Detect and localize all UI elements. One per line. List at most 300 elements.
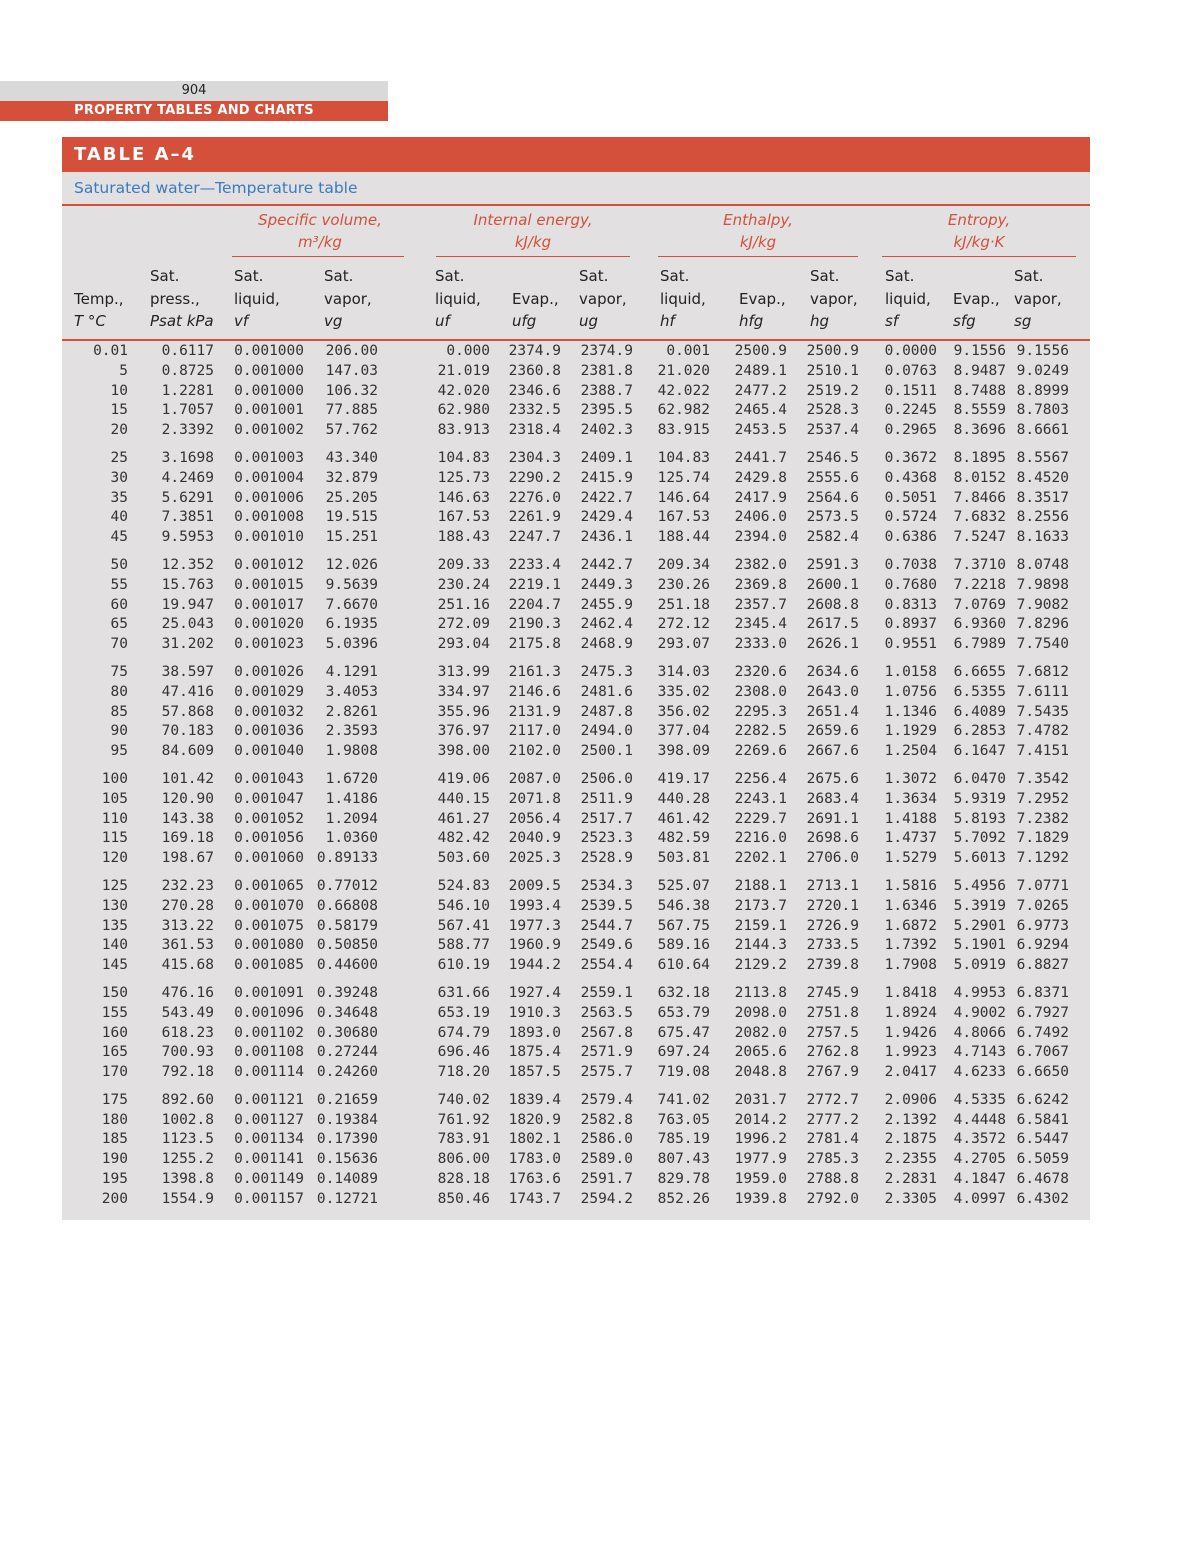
table-body [62, 342, 1090, 1210]
table-cell: 2394.0 [734, 529, 787, 546]
group-unit: kJ/kg·K [953, 233, 1005, 251]
table-cell: 7.2218 [953, 576, 1006, 593]
table-row [62, 1150, 1090, 1170]
table-cell: 543.49 [161, 1004, 214, 1021]
table-cell: 2546.5 [806, 449, 859, 466]
column-label [953, 265, 1000, 288]
table-cell: 7.4782 [1016, 723, 1069, 740]
table-cell: 0.15636 [316, 1151, 378, 1168]
table-cell: 110 [101, 810, 128, 827]
table-row [62, 1130, 1090, 1150]
table-cell: 398.09 [657, 743, 710, 760]
table-cell: 2381.8 [580, 362, 633, 379]
column-symbol: sf [885, 312, 899, 330]
table-cell: 2462.4 [580, 616, 633, 633]
table-cell: 653.79 [657, 1004, 710, 1021]
table-cell: 2.2355 [884, 1151, 937, 1168]
table-cell: 785.19 [657, 1131, 710, 1148]
table-cell: 2762.8 [806, 1044, 859, 1061]
table-cell: 6.9294 [1016, 937, 1069, 954]
table-cell: 740.02 [437, 1091, 490, 1108]
table-cell: 1820.9 [508, 1111, 561, 1128]
table-cell: 230.26 [657, 576, 710, 593]
table-cell: 75 [110, 663, 128, 680]
table-cell: 0.6117 [161, 343, 214, 359]
table-cell: 1.3072 [884, 770, 937, 787]
table-cell: 653.19 [437, 1004, 490, 1021]
column-label: Sat. [810, 267, 840, 285]
table-cell: 8.0748 [1016, 556, 1069, 573]
table-cell: 5.6013 [953, 850, 1006, 867]
table-cell: 2082.0 [734, 1024, 787, 1041]
table-cell: 7.1292 [1016, 850, 1069, 867]
table-cell: 0.001080 [234, 937, 304, 954]
table-cell: 2772.7 [806, 1091, 859, 1108]
table-cell: 32.879 [325, 469, 378, 486]
table-cell: 0.5724 [884, 509, 937, 526]
table-cell: 8.7488 [953, 382, 1006, 399]
table-cell: 6.1647 [953, 743, 1006, 760]
table-cell: 0.001047 [234, 790, 304, 807]
table-cell: 50 [110, 556, 128, 573]
table-cell: 2031.7 [734, 1091, 787, 1108]
table-cell: 1939.8 [734, 1190, 787, 1207]
table-cell: 2494.0 [580, 723, 633, 740]
table-cell: 2591.7 [580, 1171, 633, 1188]
table-cell: 313.22 [161, 917, 214, 934]
table-cell: 2290.2 [508, 469, 561, 486]
table-cell: 2113.8 [734, 984, 787, 1001]
table-cell: 270.28 [161, 897, 214, 914]
table-cell: 0.24260 [316, 1064, 378, 1081]
table-row [62, 1170, 1090, 1190]
table-row [62, 469, 1090, 489]
table-cell: 1743.7 [508, 1190, 561, 1207]
table-cell: 9.1556 [1016, 343, 1069, 359]
column-label: Sat. [1014, 267, 1044, 285]
table-cell: 2087.0 [508, 770, 561, 787]
column-symbol: ufg [512, 312, 537, 330]
table-cell: 6.1935 [325, 616, 378, 633]
table-cell: 7.4151 [1016, 743, 1069, 760]
table-row [62, 615, 1090, 635]
column-label: liquid, [660, 289, 706, 308]
table-cell: 828.18 [437, 1171, 490, 1188]
table-cell: 30 [110, 469, 128, 486]
table-cell: 21.020 [657, 362, 710, 379]
table-cell: 206.00 [325, 343, 378, 359]
table-cell: 42.022 [657, 382, 710, 399]
table-cell: 8.2556 [1016, 509, 1069, 526]
table-cell: 140 [101, 937, 128, 954]
table-cell: 461.42 [657, 810, 710, 827]
table-cell: 2500.9 [734, 343, 787, 359]
table-cell: 0.001004 [234, 469, 304, 486]
table-cell: 610.64 [657, 957, 710, 974]
table-cell: 38.597 [161, 663, 214, 680]
table-cell: 0.12721 [316, 1190, 378, 1207]
table-cell: 2276.0 [508, 489, 561, 506]
table-cell: 190 [101, 1151, 128, 1168]
table-cell: 2.3392 [161, 422, 214, 439]
table-cell: 2.1392 [884, 1111, 937, 1128]
table-cell: 0.001091 [234, 984, 304, 1001]
table-cell: 155 [101, 1004, 128, 1021]
table-cell: 2282.5 [734, 723, 787, 740]
table-cell: 77.885 [325, 402, 378, 419]
table-cell: 0.001003 [234, 449, 304, 466]
group-underline [658, 256, 858, 257]
table-cell: 80 [110, 683, 128, 700]
table-cell: 1.6720 [325, 770, 378, 787]
table-cell: 1.1346 [884, 703, 937, 720]
table-cell: 546.10 [437, 897, 490, 914]
group-specific-volume [236, 209, 404, 253]
table-cell: 0.001149 [234, 1171, 304, 1188]
column-label: Sat. [885, 267, 915, 285]
table-cell: 719.08 [657, 1064, 710, 1081]
table-cell: 0.2965 [884, 422, 937, 439]
table-cell: 19.515 [325, 509, 378, 526]
table-cell: 0.6386 [884, 529, 937, 546]
table-cell: 100 [101, 770, 128, 787]
table-row [62, 508, 1090, 528]
table-cell: 7.2382 [1016, 810, 1069, 827]
table-cell: 2056.4 [508, 810, 561, 827]
table-cell: 57.762 [325, 422, 378, 439]
table-cell: 4.4448 [953, 1111, 1006, 1128]
table-cell: 618.23 [161, 1024, 214, 1041]
group-entropy [882, 209, 1076, 253]
table-cell: 125 [101, 877, 128, 894]
table-cell: 4.9002 [953, 1004, 1006, 1021]
table-cell: 5.1901 [953, 937, 1006, 954]
table-cell: 852.26 [657, 1190, 710, 1207]
table-cell: 6.7492 [1016, 1024, 1069, 1041]
column-header [234, 265, 280, 333]
table-cell: 209.34 [657, 556, 710, 573]
table-cell: 792.18 [161, 1064, 214, 1081]
table-cell: 0.001008 [234, 509, 304, 526]
table-cell: 2395.5 [580, 402, 633, 419]
table-cell: 8.0152 [953, 469, 1006, 486]
table-cell: 7.6832 [953, 509, 1006, 526]
table-cell: 2261.9 [508, 509, 561, 526]
table-cell: 0.001000 [234, 343, 304, 359]
table-cell: 25 [110, 449, 128, 466]
table-cell: 0.19384 [316, 1111, 378, 1128]
table-cell: 700.93 [161, 1044, 214, 1061]
table-row [62, 1004, 1090, 1024]
table-cell: 5 [119, 362, 128, 379]
table-cell: 674.79 [437, 1024, 490, 1041]
table-cell: 65 [110, 616, 128, 633]
table-cell: 1783.0 [508, 1151, 561, 1168]
column-header [739, 265, 786, 333]
table-cell: 15.251 [325, 529, 378, 546]
table-cell: 6.9773 [1016, 917, 1069, 934]
table-cell: 2720.1 [806, 897, 859, 914]
table-cell: 2233.4 [508, 556, 561, 573]
table-row [62, 1024, 1090, 1044]
table-cell: 0.001056 [234, 830, 304, 847]
table-cell: 2589.0 [580, 1151, 633, 1168]
table-cell: 0.01 [93, 343, 128, 359]
table-cell: 25.043 [161, 616, 214, 633]
table-cell: 6.4089 [953, 703, 1006, 720]
table-cell: 120.90 [161, 790, 214, 807]
table-cell: 2713.1 [806, 877, 859, 894]
table-cell: 1.4188 [884, 810, 937, 827]
table-cell: 2751.8 [806, 1004, 859, 1021]
table-cell: 9.1556 [953, 343, 1006, 359]
table-row [62, 1043, 1090, 1063]
table-cell: 2175.8 [508, 636, 561, 653]
table-cell: 0.44600 [316, 957, 378, 974]
table-cell: 0.001141 [234, 1151, 304, 1168]
column-label: Evap., [512, 289, 559, 308]
table-cell: 2256.4 [734, 770, 787, 787]
column-label: Evap., [739, 289, 786, 308]
row-group [62, 663, 1090, 762]
table-cell: 482.42 [437, 830, 490, 847]
table-cell: 440.28 [657, 790, 710, 807]
table-cell: 0.001032 [234, 703, 304, 720]
table-cell: 6.8827 [1016, 957, 1069, 974]
table-row [62, 556, 1090, 576]
table-cell: 5.9319 [953, 790, 1006, 807]
table-cell: 2.2831 [884, 1171, 937, 1188]
table-cell: 8.9487 [953, 362, 1006, 379]
column-symbol: hfg [739, 312, 764, 330]
table-cell: 3.4053 [325, 683, 378, 700]
column-header [324, 265, 372, 333]
table-cell: 0.30680 [316, 1024, 378, 1041]
table-cell: 0.001029 [234, 683, 304, 700]
table-cell: 2487.8 [580, 703, 633, 720]
table-cell: 7.3851 [161, 509, 214, 526]
table-cell: 8.3517 [1016, 489, 1069, 506]
table-cell: 2345.4 [734, 616, 787, 633]
table-cell: 361.53 [161, 937, 214, 954]
table-cell: 106.32 [325, 382, 378, 399]
column-symbol: Psat kPa [150, 312, 214, 330]
table-cell: 188.44 [657, 529, 710, 546]
table-cell: 7.6812 [1016, 663, 1069, 680]
table-cell: 55 [110, 576, 128, 593]
table-cell: 2528.3 [806, 402, 859, 419]
table-cell: 2582.4 [806, 529, 859, 546]
table-cell: 1554.9 [161, 1190, 214, 1207]
table-row [62, 362, 1090, 382]
row-group [62, 770, 1090, 869]
table-cell: 150 [101, 984, 128, 1001]
table-cell: 1993.4 [508, 897, 561, 914]
table-cell: 1977.9 [734, 1151, 787, 1168]
table-cell: 1398.8 [161, 1171, 214, 1188]
table-cell: 2481.6 [580, 683, 633, 700]
table-cell: 850.46 [437, 1190, 490, 1207]
table-cell: 567.75 [657, 917, 710, 934]
table-cell: 167.53 [657, 509, 710, 526]
table-cell: 2698.6 [806, 830, 859, 847]
table-cell: 4.2469 [161, 469, 214, 486]
table-cell: 2549.6 [580, 937, 633, 954]
column-label [739, 265, 786, 288]
table-cell: 0.001127 [234, 1111, 304, 1128]
table-cell: 0.001023 [234, 636, 304, 653]
table-cell: 145 [101, 957, 128, 974]
table-cell: 7.2952 [1016, 790, 1069, 807]
column-label [74, 265, 124, 288]
table-cell: 1.0360 [325, 830, 378, 847]
table-cell: 631.66 [437, 984, 490, 1001]
table-cell: 763.05 [657, 1111, 710, 1128]
table-cell: 503.81 [657, 850, 710, 867]
table-cell: 2308.0 [734, 683, 787, 700]
table-cell: 1802.1 [508, 1131, 561, 1148]
column-label: liquid, [885, 289, 931, 308]
table-cell: 2161.3 [508, 663, 561, 680]
table-cell: 167.53 [437, 509, 490, 526]
table-cell: 2332.5 [508, 402, 561, 419]
table-cell: 0.66808 [316, 897, 378, 914]
table-cell: 2131.9 [508, 703, 561, 720]
table-cell: 2651.4 [806, 703, 859, 720]
table-cell: 2582.8 [580, 1111, 633, 1128]
table-cell: 0.1511 [884, 382, 937, 399]
table-cell: 2173.7 [734, 897, 787, 914]
table-row [62, 342, 1090, 362]
table-cell: 415.68 [161, 957, 214, 974]
table-cell: 0.001085 [234, 957, 304, 974]
table-cell: 313.99 [437, 663, 490, 680]
table-cell: 1977.3 [508, 917, 561, 934]
table-cell: 6.5841 [1016, 1111, 1069, 1128]
table-cell: 1857.5 [508, 1064, 561, 1081]
table-cell: 524.83 [437, 877, 490, 894]
table-cell: 2726.9 [806, 917, 859, 934]
table-cell: 2567.8 [580, 1024, 633, 1041]
table-cell: 62.982 [657, 402, 710, 419]
table-cell: 12.026 [325, 556, 378, 573]
table-cell: 0.0763 [884, 362, 937, 379]
table-cell: 2040.9 [508, 830, 561, 847]
table-cell: 0.27244 [316, 1044, 378, 1061]
table-row [62, 897, 1090, 917]
column-label: liquid, [234, 289, 280, 308]
table-cell: 0.39248 [316, 984, 378, 1001]
table-title: TABLE A–4 [62, 137, 1090, 172]
table-cell: 0.3672 [884, 449, 937, 466]
table-cell: 4.2705 [953, 1151, 1006, 1168]
table-cell: 7.7540 [1016, 636, 1069, 653]
table-cell: 697.24 [657, 1044, 710, 1061]
table-cell: 0.34648 [316, 1004, 378, 1021]
column-header [1014, 265, 1062, 333]
group-internal-energy [436, 209, 630, 253]
table-cell: 2009.5 [508, 877, 561, 894]
table-cell: 1.8924 [884, 1004, 937, 1021]
table-cell: 1839.4 [508, 1091, 561, 1108]
table-cell: 2617.5 [806, 616, 859, 633]
table-cell: 2594.2 [580, 1190, 633, 1207]
table-cell: 5.8193 [953, 810, 1006, 827]
table-cell: 1.7908 [884, 957, 937, 974]
table-cell: 230.24 [437, 576, 490, 593]
table-cell: 0.001015 [234, 576, 304, 593]
property-table [62, 137, 1090, 1220]
table-cell: 0.001017 [234, 596, 304, 613]
table-cell: 2510.1 [806, 362, 859, 379]
column-header [579, 265, 627, 333]
table-cell: 1996.2 [734, 1131, 787, 1148]
table-cell: 2269.6 [734, 743, 787, 760]
table-cell: 2767.9 [806, 1064, 859, 1081]
table-row [62, 984, 1090, 1004]
table-cell: 8.1633 [1016, 529, 1069, 546]
table-cell: 135 [101, 917, 128, 934]
table-cell: 1.9426 [884, 1024, 937, 1041]
table-cell: 6.5355 [953, 683, 1006, 700]
table-cell: 146.63 [437, 489, 490, 506]
table-cell: 2409.1 [580, 449, 633, 466]
table-cell: 2757.5 [806, 1024, 859, 1041]
table-cell: 675.47 [657, 1024, 710, 1041]
table-row [62, 742, 1090, 762]
table-cell: 6.0470 [953, 770, 1006, 787]
table-cell: 15 [110, 402, 128, 419]
table-cell: 62.980 [437, 402, 490, 419]
table-row [62, 790, 1090, 810]
table-cell: 2144.3 [734, 937, 787, 954]
column-label: Sat. [579, 267, 609, 285]
table-cell: 200 [101, 1190, 128, 1207]
table-cell: 7.8296 [1016, 616, 1069, 633]
table-cell: 6.6655 [953, 663, 1006, 680]
table-cell: 2511.9 [580, 790, 633, 807]
table-cell: 60 [110, 596, 128, 613]
table-cell: 0.001043 [234, 770, 304, 787]
table-cell: 2.3305 [884, 1190, 937, 1207]
table-cell: 180 [101, 1111, 128, 1128]
table-cell: 2554.4 [580, 957, 633, 974]
table-cell: 7.6670 [325, 596, 378, 613]
table-cell: 165 [101, 1044, 128, 1061]
table-cell: 198.67 [161, 850, 214, 867]
table-cell: 2733.5 [806, 937, 859, 954]
table-cell: 1.8418 [884, 984, 937, 1001]
table-cell: 0.001010 [234, 529, 304, 546]
table-cell: 589.16 [657, 937, 710, 954]
table-cell: 2591.3 [806, 556, 859, 573]
table-cell: 2.8261 [325, 703, 378, 720]
table-cell: 2477.2 [734, 382, 787, 399]
table-cell: 0.001096 [234, 1004, 304, 1021]
table-cell: 1.1929 [884, 723, 937, 740]
table-cell: 6.8371 [1016, 984, 1069, 1001]
table-cell: 2575.7 [580, 1064, 633, 1081]
group-name: Internal energy, [473, 211, 593, 229]
table-cell: 120 [101, 850, 128, 867]
table-row [62, 401, 1090, 421]
table-cell: 170 [101, 1064, 128, 1081]
table-cell: 0.001060 [234, 850, 304, 867]
table-cell: 6.7989 [953, 636, 1006, 653]
column-label: vapor, [324, 289, 372, 308]
table-cell: 185 [101, 1131, 128, 1148]
table-cell: 0.001012 [234, 556, 304, 573]
